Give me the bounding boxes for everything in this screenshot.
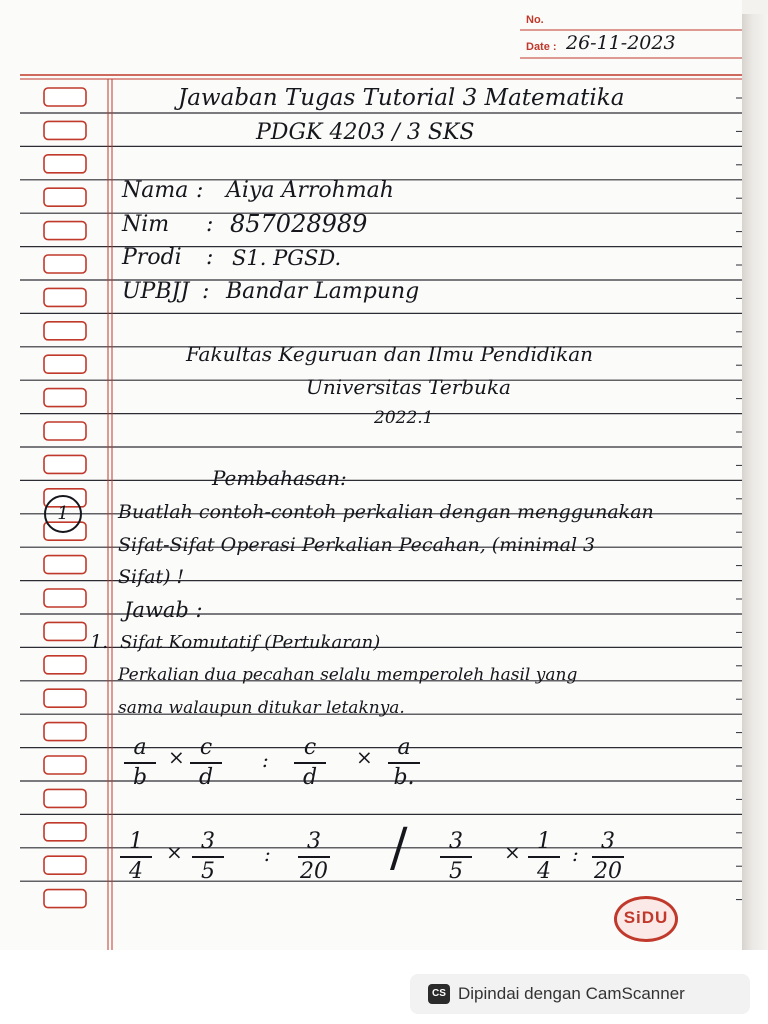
fraction-a-over-b-right (384, 736, 424, 790)
numerator: 3 (201, 829, 215, 854)
faculty-line1: Fakultas Keguruan dan Ilmu Pendidikan (186, 342, 594, 366)
numerator: 3 (307, 829, 321, 854)
ring-hole (44, 121, 86, 139)
ring-hole (44, 789, 86, 807)
item-desc-line2: sama walaupun ditukar letaknya. (118, 698, 405, 718)
title-line1: Jawaban Tugas Tutorial 3 Matematika (178, 85, 625, 111)
denominator: 4 (129, 859, 143, 884)
ring-hole (44, 455, 86, 473)
numerator: 3 (449, 829, 463, 854)
stamp-text: SiDU (623, 908, 669, 927)
ring-hole (44, 856, 86, 874)
times-sign: × (166, 840, 183, 864)
question-line3: Sifat) ! (118, 566, 185, 588)
ring-hole (44, 689, 86, 707)
fraction-3-over-5 (188, 830, 228, 884)
times-sign-right: × (504, 840, 521, 864)
ring-hole (44, 155, 86, 173)
colon: : (206, 245, 214, 270)
fraction-1-over-4 (116, 830, 156, 884)
colon: : (196, 178, 204, 203)
denominator: 20 (300, 859, 328, 884)
numerator: c (199, 735, 213, 760)
fraction-3-over-5-right (436, 830, 476, 884)
numerator: a (397, 735, 411, 760)
ring-hole (44, 222, 86, 240)
fraction-bar (294, 762, 326, 764)
item-title: Sifat Komutatif (Pertukaran) (120, 632, 381, 653)
ring-hole (44, 422, 86, 440)
numerator: 1 (537, 829, 551, 854)
ring-hole (44, 389, 86, 407)
denominator: d (198, 765, 214, 790)
nim-value: 857028989 (230, 210, 368, 238)
faculty-line3: 2022.1 (374, 408, 434, 428)
ring-hole (44, 622, 86, 640)
fraction-bar (592, 856, 624, 858)
title-line2: PDGK 4203 / 3 SKS (256, 120, 475, 145)
date-value: 26-11-2023 (566, 32, 676, 54)
colon: : (202, 279, 210, 304)
ring-hole (44, 355, 86, 373)
ring-hole (44, 723, 86, 741)
denominator: 20 (594, 859, 622, 884)
camscanner-watermark (410, 974, 750, 1014)
ring-hole (44, 890, 86, 908)
ring-hole (44, 756, 86, 774)
fraction-bar (298, 856, 330, 858)
ring-hole (44, 823, 86, 841)
numerator: 1 (129, 829, 143, 854)
fraction-bar (528, 856, 560, 858)
numerator: 3 (601, 829, 615, 854)
nama-value: Aiya Arrohmah (226, 178, 394, 203)
nama-label: Nama (122, 178, 189, 203)
ring-hole (44, 589, 86, 607)
ring-hole (44, 188, 86, 206)
times-sign: × (168, 745, 185, 769)
separator-slash: / (390, 818, 408, 878)
fraction-bar (192, 856, 224, 858)
no-label: No. (526, 14, 544, 26)
equals-sign: : (262, 748, 269, 772)
fraction-3-over-20 (294, 830, 334, 884)
question-number: 1 (57, 503, 69, 524)
fraction-1-over-4-right (524, 830, 564, 884)
camscanner-icon: CS (428, 984, 450, 1004)
faculty-line2: Universitas Terbuka (306, 375, 511, 399)
fraction-c-over-d (186, 736, 226, 790)
denominator: b. (393, 765, 415, 790)
ring-hole (44, 322, 86, 340)
question-number-circle (44, 495, 82, 533)
fraction-bar (440, 856, 472, 858)
nim-label: Nim (122, 212, 170, 237)
prodi-label: Prodi (122, 245, 182, 270)
fraction-a-over-b (120, 736, 160, 790)
answer-label: Jawab : (124, 598, 203, 622)
question-line2: Sifat-Sifat Operasi Perkalian Pecahan, (minimal 3 (118, 534, 596, 556)
upbjj-label: UPBJJ (122, 279, 190, 304)
next-page-edge (742, 14, 768, 954)
equals-sign: : (264, 842, 271, 866)
equals-sign-right: : (572, 842, 579, 866)
times-sign-right: × (356, 745, 373, 769)
section-heading: Pembahasan: (212, 466, 347, 490)
denominator: 4 (537, 859, 551, 884)
ring-hole (44, 255, 86, 273)
fraction-c-over-d-right (290, 736, 330, 790)
denominator: 5 (449, 859, 463, 884)
ring-hole (44, 656, 86, 674)
denominator: b (132, 765, 148, 790)
numerator: a (133, 735, 147, 760)
numerator: c (303, 735, 317, 760)
question-line1: Buatlah contoh-contoh perkalian dengan menggunakan (118, 501, 654, 523)
denominator: 5 (201, 859, 215, 884)
prodi-value: S1. PGSD. (232, 246, 342, 270)
fraction-bar (124, 762, 156, 764)
colon: : (206, 212, 214, 237)
ring-hole (44, 288, 86, 306)
denominator: d (302, 765, 318, 790)
ring-hole (44, 556, 86, 574)
upbjj-value: Bandar Lampung (226, 279, 420, 304)
sidu-logo-stamp (614, 896, 678, 942)
date-label: Date : (526, 41, 557, 53)
fraction-bar (190, 762, 222, 764)
fraction-bar (120, 856, 152, 858)
item-desc-line1: Perkalian dua pecahan selalu memperoleh hasil yang (118, 665, 578, 685)
item-number: 1. (90, 631, 109, 653)
ring-hole (44, 88, 86, 106)
fraction-3-over-20-right (588, 830, 628, 884)
fraction-bar (388, 762, 420, 764)
camscanner-text: Dipindai dengan CamScanner (458, 984, 685, 1003)
